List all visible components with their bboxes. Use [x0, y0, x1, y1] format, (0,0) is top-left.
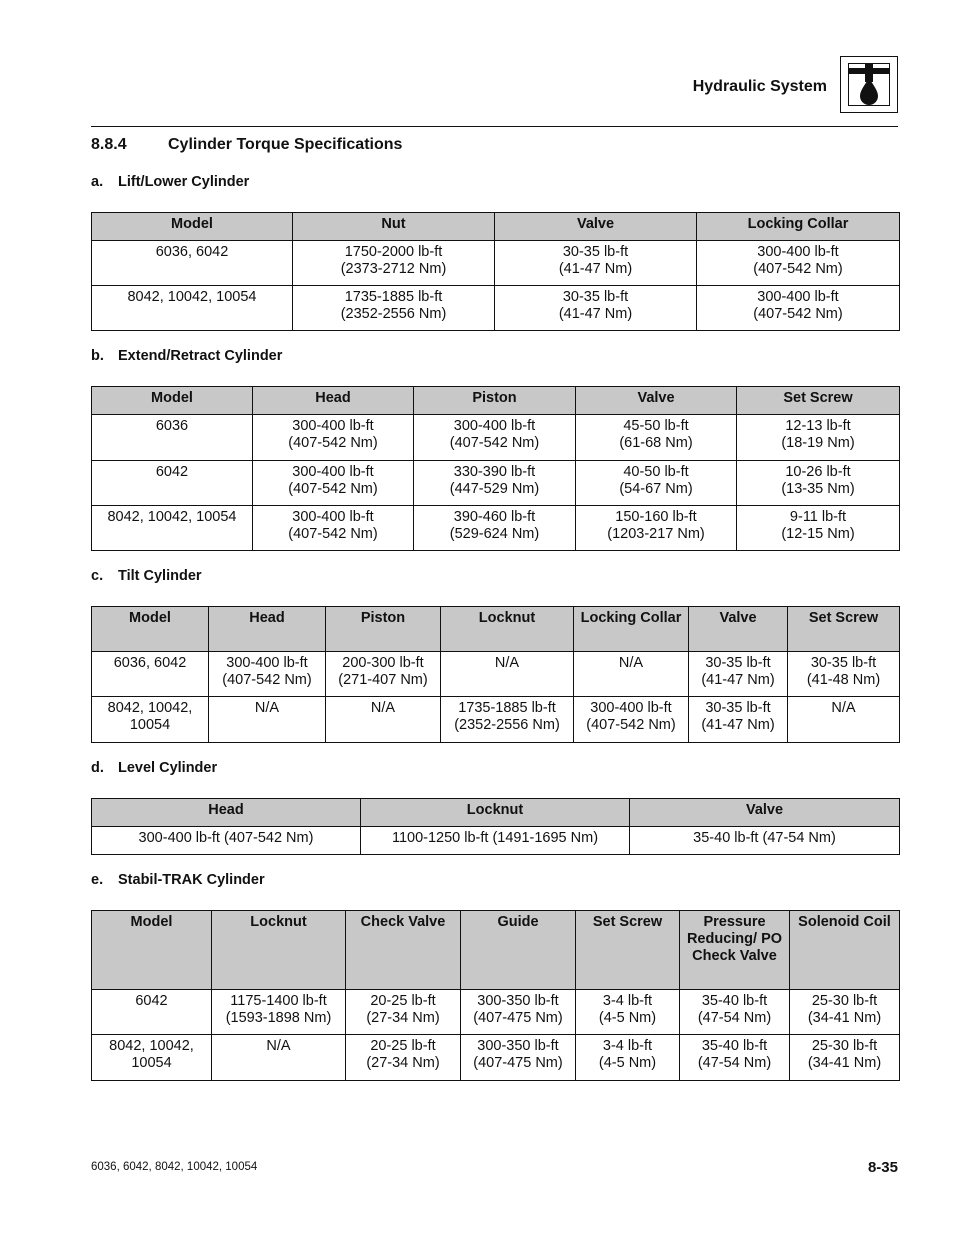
column-header: Check Valve	[346, 911, 461, 990]
column-header: Locknut	[212, 911, 346, 990]
table-cell	[361, 827, 630, 855]
cell-text: (2352-2556 Nm)	[454, 717, 560, 733]
cell-text: 30-35 lb-ft	[562, 244, 629, 260]
cell-text: 12-13 lb-ft	[785, 418, 851, 434]
column-header: Head	[92, 799, 361, 827]
table-cell	[680, 990, 790, 1035]
cell-text: (41-47 Nm)	[701, 672, 775, 688]
cell-text: 300-350 lb-ft	[477, 993, 559, 1009]
table-cell	[92, 827, 361, 855]
table-cell	[92, 286, 293, 331]
table-cell	[574, 697, 689, 743]
cell-text: 25-30 lb-ft	[811, 1038, 878, 1054]
level-cylinder-heading	[91, 760, 217, 776]
table-cell	[293, 241, 495, 286]
table-cell	[576, 990, 680, 1035]
cell-text: 35-40 lb-ft	[701, 993, 768, 1009]
table-cell	[576, 461, 737, 506]
table-cell	[697, 241, 900, 286]
table-row	[92, 506, 900, 551]
table-header-row	[92, 911, 900, 990]
column-header: Head	[209, 607, 326, 652]
table-cell	[253, 415, 414, 461]
table-row	[92, 990, 900, 1035]
table-cell	[92, 697, 209, 743]
cell-text: 3-4 lb-ft	[602, 993, 653, 1009]
column-header: Model	[92, 607, 209, 652]
cell-text: 200-300 lb-ft	[342, 655, 424, 671]
cell-text: N/A	[494, 655, 520, 671]
column-header: Piston	[414, 387, 576, 415]
cell-text: (47-54 Nm)	[697, 1055, 772, 1071]
column-header: Guide	[461, 911, 576, 990]
footer-model-list: 6036, 6042, 8042, 10042, 10054	[91, 1161, 258, 1173]
cell-text: (41-47 Nm)	[558, 306, 633, 322]
column-header: Valve	[689, 607, 788, 652]
cell-text: (34-41 Nm)	[807, 1010, 882, 1026]
cell-text: 8042, 10042, 10054	[107, 509, 237, 525]
level-heading-letter: d.	[91, 760, 104, 776]
cell-text: 10-26 lb-ft	[785, 464, 851, 480]
cell-text: 6036, 6042	[113, 655, 187, 671]
cell-text: (407-475 Nm)	[473, 1010, 563, 1026]
cell-text: (34-41 Nm)	[807, 1055, 882, 1071]
cell-text: 1100-1250 lb-ft (1491-1695 Nm)	[391, 830, 599, 846]
table-cell	[680, 1035, 790, 1081]
table-row	[92, 1035, 900, 1081]
lift-cylinder-table	[91, 212, 900, 331]
cell-text: (4-5 Nm)	[598, 1055, 657, 1071]
cell-text: N/A	[254, 700, 280, 716]
cell-text: 1750-2000 lb-ft	[344, 244, 443, 260]
cell-text: 6042	[155, 464, 189, 480]
table-cell	[576, 506, 737, 551]
cell-text: 40-50 lb-ft	[623, 464, 689, 480]
cell-text: 300-400 lb-ft	[757, 244, 839, 260]
table-cell	[788, 697, 900, 743]
extend-cylinder-heading	[91, 348, 282, 364]
cell-text: (41-47 Nm)	[701, 717, 775, 733]
column-header: Head	[253, 387, 414, 415]
table-cell	[212, 1035, 346, 1081]
section-heading	[91, 136, 402, 154]
table-header-row	[92, 607, 900, 652]
column-header: Valve	[576, 387, 737, 415]
cell-text: 6042	[135, 993, 168, 1009]
table-cell	[92, 506, 253, 551]
table-cell	[495, 286, 697, 331]
cell-text: (13-35 Nm)	[781, 481, 855, 497]
cell-text: 300-400 lb-ft	[226, 655, 308, 671]
lift-heading-letter: a.	[91, 174, 104, 190]
table-cell	[92, 241, 293, 286]
cell-text: (407-542 Nm)	[288, 435, 378, 451]
cell-text: (529-624 Nm)	[449, 526, 540, 542]
level-cylinder-table	[91, 798, 900, 855]
table-row	[92, 415, 900, 461]
cell-text: 3-4 lb-ft	[602, 1038, 653, 1054]
cell-text: (27-34 Nm)	[366, 1055, 440, 1071]
table-cell	[441, 697, 574, 743]
column-header: Model	[92, 213, 293, 241]
section-number: 8.8.4	[91, 136, 127, 153]
cell-text: 1735-1885 lb-ft	[344, 289, 443, 305]
column-header: Locking Collar	[574, 607, 689, 652]
cell-text: 10054	[131, 1055, 172, 1071]
stabil-trak-cylinder-heading	[91, 872, 265, 888]
hydraulic-icon-frame	[848, 63, 890, 106]
page-number: 8-35	[867, 1159, 898, 1176]
table-cell	[689, 652, 788, 697]
table-cell	[414, 461, 576, 506]
column-header: Valve	[630, 799, 900, 827]
column-header: Nut	[293, 213, 495, 241]
section-title: Cylinder Torque Specifications	[168, 136, 403, 153]
cell-text: 300-400 lb-ft	[590, 700, 672, 716]
column-header: Set Screw	[788, 607, 900, 652]
table-row	[92, 697, 900, 743]
table-cell	[326, 697, 441, 743]
cell-text: 9-11 lb-ft	[789, 509, 847, 525]
cell-text: (27-34 Nm)	[366, 1010, 440, 1026]
column-header: Solenoid Coil	[790, 911, 900, 990]
column-header: Pressure Reducing/ PO Check Valve	[680, 911, 790, 990]
cell-text: 45-50 lb-ft	[623, 418, 689, 434]
table-cell	[209, 652, 326, 697]
table-cell	[92, 415, 253, 461]
cell-text: 150-160 lb-ft	[615, 509, 697, 525]
cell-text: 300-400 lb-ft	[757, 289, 839, 305]
table-cell	[630, 827, 900, 855]
cell-text: 1735-1885 lb-ft	[458, 700, 556, 716]
cell-text: (54-67 Nm)	[619, 481, 693, 497]
cell-text: 10054	[129, 717, 171, 733]
table-cell	[697, 286, 900, 331]
table-cell	[253, 461, 414, 506]
table-header-row	[92, 213, 900, 241]
cell-text: 8042, 10042, 10054	[127, 289, 257, 305]
cell-text: (407-542 Nm)	[753, 306, 843, 322]
cell-text: (407-542 Nm)	[586, 717, 676, 733]
stabil-heading-title: Stabil-TRAK Cylinder	[118, 872, 265, 888]
cell-text: N/A	[370, 700, 396, 716]
cell-text: (12-15 Nm)	[781, 526, 855, 542]
hydraulic-system-icon	[840, 56, 898, 113]
table-row	[92, 241, 900, 286]
cell-text: 30-35 lb-ft	[705, 700, 771, 716]
column-header: Set Screw	[737, 387, 900, 415]
cell-text: (407-542 Nm)	[288, 481, 378, 497]
table-cell	[414, 506, 576, 551]
cell-text: (2373-2712 Nm)	[340, 261, 447, 277]
table-cell	[737, 461, 900, 506]
table-header-row	[92, 799, 900, 827]
stabil-heading-letter: e.	[91, 872, 104, 888]
cell-text: (447-529 Nm)	[449, 481, 540, 497]
cell-text: 30-35 lb-ft	[705, 655, 771, 671]
cell-text: 8042, 10042,	[107, 700, 193, 716]
extend-heading-letter: b.	[91, 348, 104, 364]
hydraulic-drop-glyph	[849, 64, 889, 106]
tilt-heading-title: Tilt Cylinder	[118, 568, 202, 584]
cell-text: 300-400 lb-ft	[453, 418, 536, 434]
table-cell	[461, 1035, 576, 1081]
cell-text: (407-542 Nm)	[222, 672, 312, 688]
table-cell	[788, 652, 900, 697]
table-cell	[346, 990, 461, 1035]
table-cell	[346, 1035, 461, 1081]
table-header-row	[92, 387, 900, 415]
level-heading-title: Level Cylinder	[118, 760, 218, 776]
table-cell	[209, 697, 326, 743]
page-header-title: Hydraulic System	[692, 78, 827, 95]
cell-text: (1593-1898 Nm)	[225, 1010, 332, 1026]
cell-text: N/A	[266, 1038, 291, 1054]
tilt-cylinder-table	[91, 606, 900, 743]
cell-text: (4-5 Nm)	[598, 1010, 657, 1026]
cell-text: (407-542 Nm)	[449, 435, 540, 451]
cell-text: (407-542 Nm)	[753, 261, 843, 277]
stabil-trak-cylinder-table	[91, 910, 900, 1081]
column-header: Locknut	[441, 607, 574, 652]
cell-text: 300-400 lb-ft	[292, 464, 374, 480]
column-header: Model	[92, 911, 212, 990]
cell-text: (1203-217 Nm)	[607, 526, 705, 542]
table-cell	[576, 1035, 680, 1081]
table-row	[92, 286, 900, 331]
column-header: Model	[92, 387, 253, 415]
table-cell	[790, 990, 900, 1035]
column-header: Set Screw	[576, 911, 680, 990]
cell-text: 390-460 lb-ft	[453, 509, 536, 525]
lift-cylinder-heading	[91, 174, 249, 190]
table-cell	[737, 506, 900, 551]
cell-text: (61-68 Nm)	[619, 435, 693, 451]
cell-text: 8042, 10042,	[109, 1038, 194, 1054]
cell-text: 300-400 lb-ft (407-542 Nm)	[138, 830, 314, 846]
cell-text: (41-47 Nm)	[558, 261, 633, 277]
table-cell	[576, 415, 737, 461]
cell-text: N/A	[618, 655, 644, 671]
table-cell	[92, 652, 209, 697]
cell-text: (41-48 Nm)	[806, 672, 881, 688]
cell-text: (47-54 Nm)	[697, 1010, 772, 1026]
column-header: Valve	[495, 213, 697, 241]
table-cell	[414, 415, 576, 461]
tilt-heading-letter: c.	[91, 568, 104, 584]
table-cell	[92, 990, 212, 1035]
cell-text: 330-390 lb-ft	[453, 464, 536, 480]
cell-text: 1175-1400 lb-ft	[230, 993, 327, 1009]
cell-text: 300-400 lb-ft	[292, 509, 374, 525]
header-divider	[91, 126, 898, 127]
column-header: Locking Collar	[697, 213, 900, 241]
cell-text: 300-400 lb-ft	[292, 418, 374, 434]
table-cell	[92, 461, 253, 506]
table-cell	[326, 652, 441, 697]
table-cell	[737, 415, 900, 461]
table-cell	[441, 652, 574, 697]
cell-text: (407-475 Nm)	[473, 1055, 563, 1071]
table-cell	[790, 1035, 900, 1081]
table-row	[92, 827, 900, 855]
table-cell	[574, 652, 689, 697]
cell-text: 30-35 lb-ft	[810, 655, 877, 671]
cell-text: 20-25 lb-ft	[370, 993, 436, 1009]
column-header: Piston	[326, 607, 441, 652]
table-cell	[253, 506, 414, 551]
cell-text: 6036	[155, 418, 189, 434]
cell-text: (271-407 Nm)	[338, 672, 428, 688]
cell-text: 6036, 6042	[155, 244, 229, 260]
table-cell	[92, 1035, 212, 1081]
tilt-cylinder-heading	[91, 568, 202, 584]
table-cell	[212, 990, 346, 1035]
extend-cylinder-table	[91, 386, 900, 551]
cell-text: 300-350 lb-ft	[477, 1038, 559, 1054]
table-cell	[293, 286, 495, 331]
cell-text: 35-40 lb-ft (47-54 Nm)	[693, 830, 836, 846]
extend-heading-title: Extend/Retract Cylinder	[118, 348, 283, 364]
cell-text: (407-542 Nm)	[288, 526, 378, 542]
table-cell	[689, 697, 788, 743]
cell-text: 35-40 lb-ft	[701, 1038, 768, 1054]
table-row	[92, 461, 900, 506]
table-row	[92, 652, 900, 697]
cell-text: 20-25 lb-ft	[370, 1038, 436, 1054]
cell-text: 25-30 lb-ft	[811, 993, 878, 1009]
cell-text: (2352-2556 Nm)	[340, 306, 447, 322]
cell-text: 30-35 lb-ft	[562, 289, 629, 305]
cell-text: N/A	[831, 700, 856, 716]
table-cell	[495, 241, 697, 286]
lift-heading-title: Lift/Lower Cylinder	[118, 174, 250, 190]
column-header: Locknut	[361, 799, 630, 827]
cell-text: (18-19 Nm)	[781, 435, 855, 451]
table-cell	[461, 990, 576, 1035]
